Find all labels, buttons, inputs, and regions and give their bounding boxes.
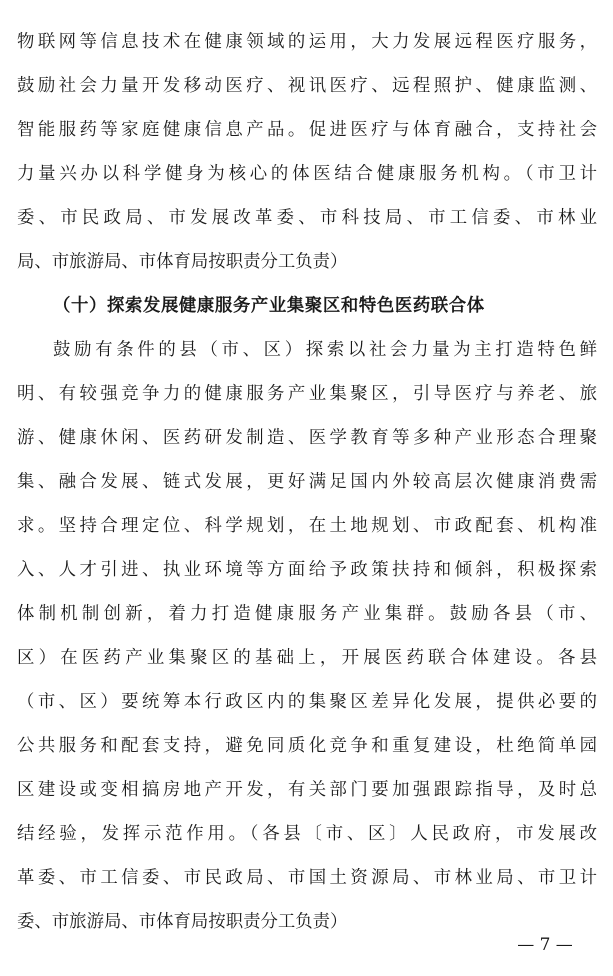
paragraph-2-line-12: 结经验，发挥示范作用。（各县〔市、区〕人民政府，市发展改 [17,824,597,844]
paragraph-1-line-1: 物联网等信息技术在健康领域的运用，大力发展远程医疗服务， [17,32,597,52]
paragraph-2-line-14: 委、市旅游局、市体育局按职责分工负责） [17,912,348,932]
paragraph-1-line-5: 委、市民政局、市发展改革委、市科技局、市工信委、市林业 [17,208,597,228]
paragraph-2-line-10: 公共服务和配套支持，避免同质化竞争和重复建设，杜绝简单园 [17,736,597,756]
paragraph-1-line-2: 鼓励社会力量开发移动医疗、视讯医疗、远程照护、健康监测、 [17,76,597,96]
paragraph-2-line-13: 革委、市工信委、市民政局、市国土资源局、市林业局、市卫计 [17,868,597,888]
page-number: — 7 — [517,935,573,955]
paragraph-2-line-1: 鼓励有条件的县（市、区）探索以社会力量为主打造特色鲜 [53,340,597,360]
paragraph-2-line-2: 明、有较强竞争力的健康服务产业集聚区，引导医疗与养老、旅 [17,384,597,404]
paragraph-2-line-5: 求。坚持合理定位、科学规划，在土地规划、市政配套、机构准 [17,516,597,536]
paragraph-2-line-11: 区建设或变相搞房地产开发，有关部门要加强跟踪指导，及时总 [17,780,597,800]
paragraph-1-line-3: 智能服药等家庭健康信息产品。促进医疗与体育融合，支持社会 [17,120,597,140]
paragraph-1-line-6: 局、市旅游局、市体育局按职责分工负责） [17,252,348,272]
paragraph-2-line-8: 区）在医药产业集聚区的基础上，开展医药联合体建设。各县 [17,648,597,668]
paragraph-2-line-4: 集、融合发展、链式发展，更好满足国内外较高层次健康消费需 [17,472,597,492]
paragraph-2-line-7: 体制机制创新，着力打造健康服务产业集群。鼓励各县（市、 [17,604,597,624]
paragraph-2-line-9: （市、区）要统筹本行政区内的集聚区差异化发展，提供必要的 [17,692,597,712]
section-heading: （十）探索发展健康服务产业集聚区和特色医药联合体 [53,296,485,316]
paragraph-1-line-4: 力量兴办以科学健身为核心的体医结合健康服务机构。（市卫计 [17,164,597,184]
paragraph-2-line-3: 游、健康休闲、医药研发制造、医学教育等多种产业形态合理聚 [17,428,597,448]
paragraph-2-line-6: 入、人才引进、执业环境等方面给予政策扶持和倾斜，积极探索 [17,560,597,580]
